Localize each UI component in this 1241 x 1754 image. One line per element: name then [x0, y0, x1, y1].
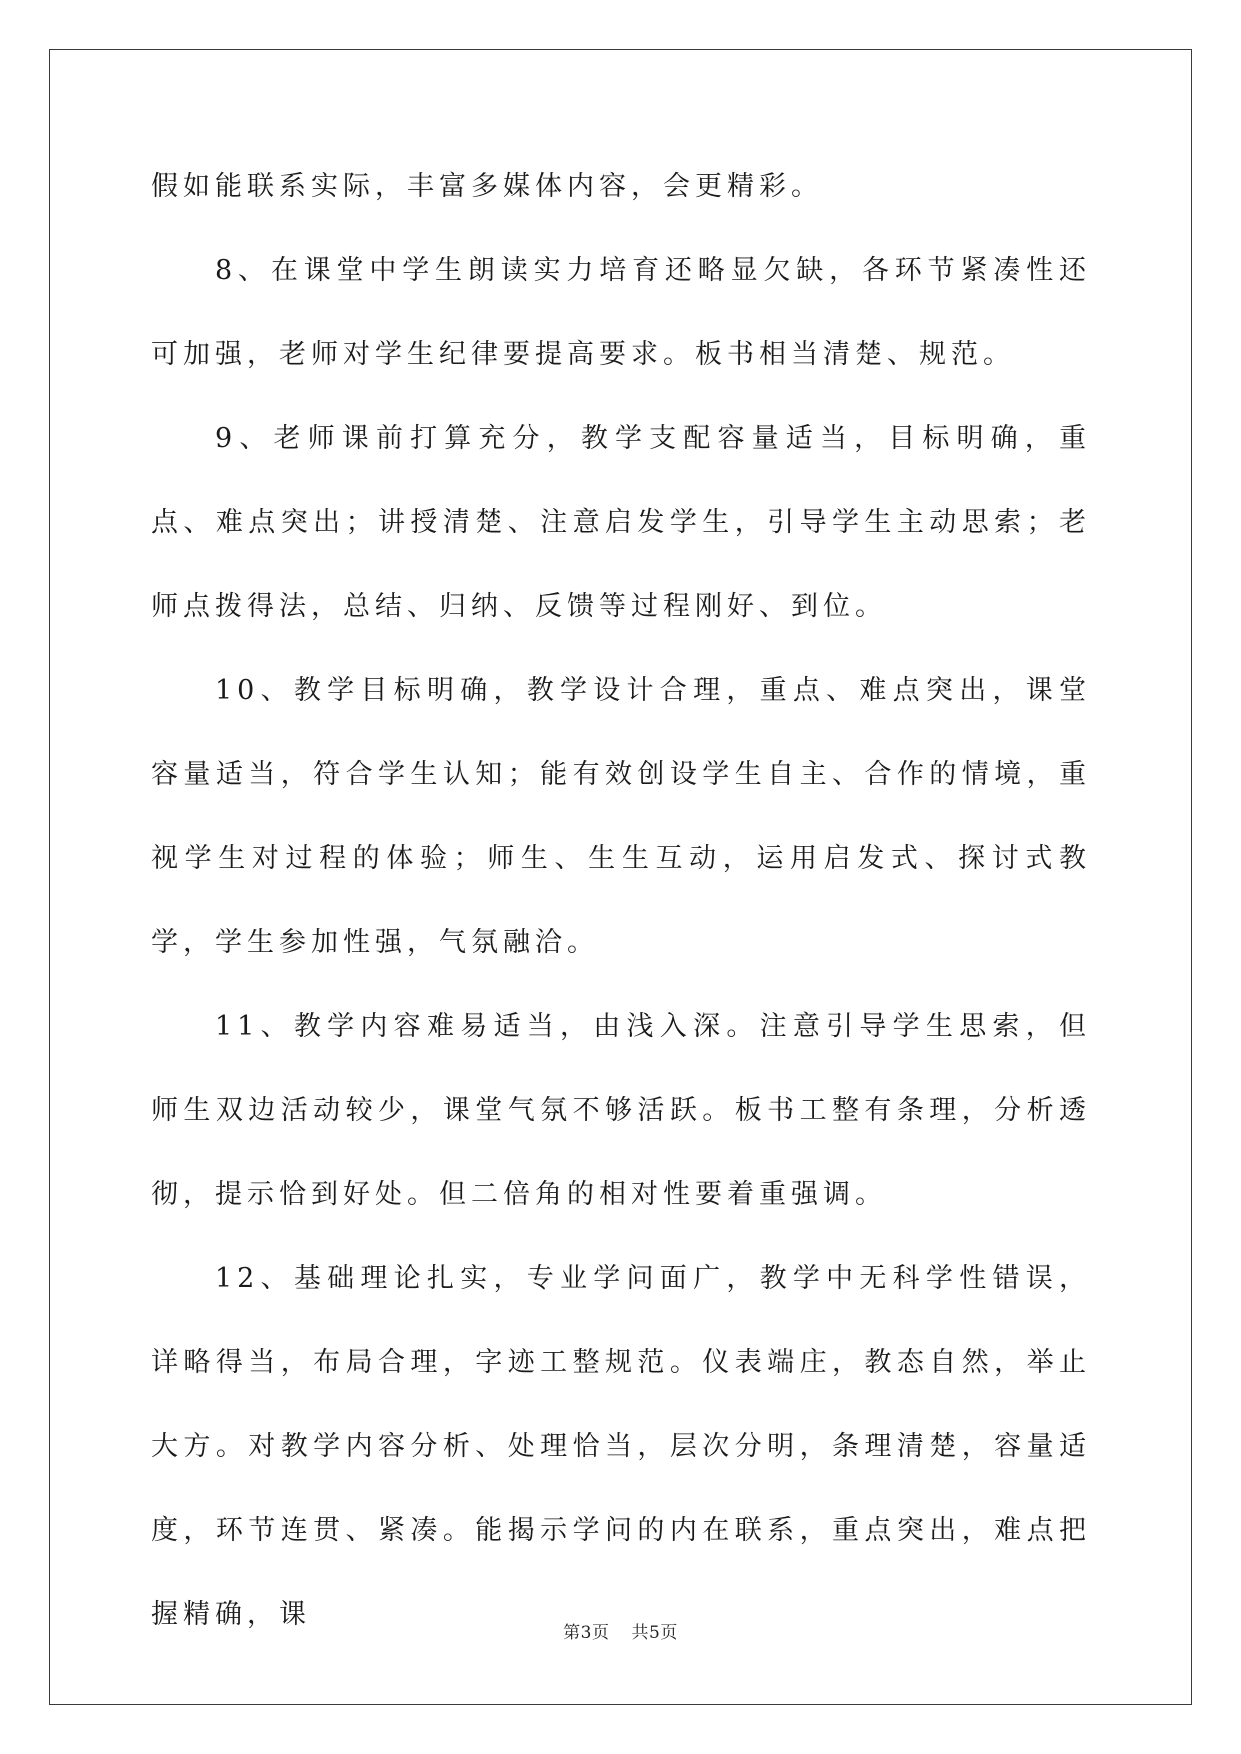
paragraph-item-11: 11、教学内容难易适当，由浅入深。注意引导学生思索，但师生双边活动较少，课堂气氛不够活跃。板书工整有条理，分析透彻，提示恰到好处。但二倍角的相对性要着重强调。	[151, 1011, 1091, 1210]
paragraph-item-8: 8、在课堂中学生朗读实力培育还略显欠缺，各环节紧凑性还可加强，老师对学生纪律要提高要求。板书相当清楚、规范。	[151, 255, 1091, 370]
page-number: 第3页	[563, 1623, 610, 1643]
paragraph-continuation: 假如能联系实际，丰富多媒体内容，会更精彩。	[151, 171, 823, 202]
paragraph-item-12: 12、基础理论扎实，专业学问面广，教学中无科学性错误，详略得当，布局合理，字迹工整规范。仪表端庄，教态自然，举止大方。对教学内容分析、处理恰当，层次分明，条理清楚，容量适度，环节连贯、紧凑。能揭示学问的内在联系，重点突出，难点把握精确，课	[151, 1263, 1091, 1630]
paragraph-item-9: 9、老师课前打算充分，教学支配容量适当，目标明确，重点、难点突出；讲授清楚、注意启发学生，引导学生主动思索；老师点拨得法，总结、归纳、反馈等过程刚好、到位。	[151, 423, 1091, 622]
paragraph-item-10: 10、教学目标明确，教学设计合理，重点、难点突出，课堂容量适当，符合学生认知；能有效创设学生自主、合作的情境，重视学生对过程的体验；师生、生生互动，运用启发式、探讨式教学，学生参加性强，气氛融洽。	[151, 675, 1091, 958]
page-footer	[0, 1618, 1241, 1643]
page-total: 共5页	[631, 1623, 678, 1643]
document-body	[151, 145, 1091, 1657]
